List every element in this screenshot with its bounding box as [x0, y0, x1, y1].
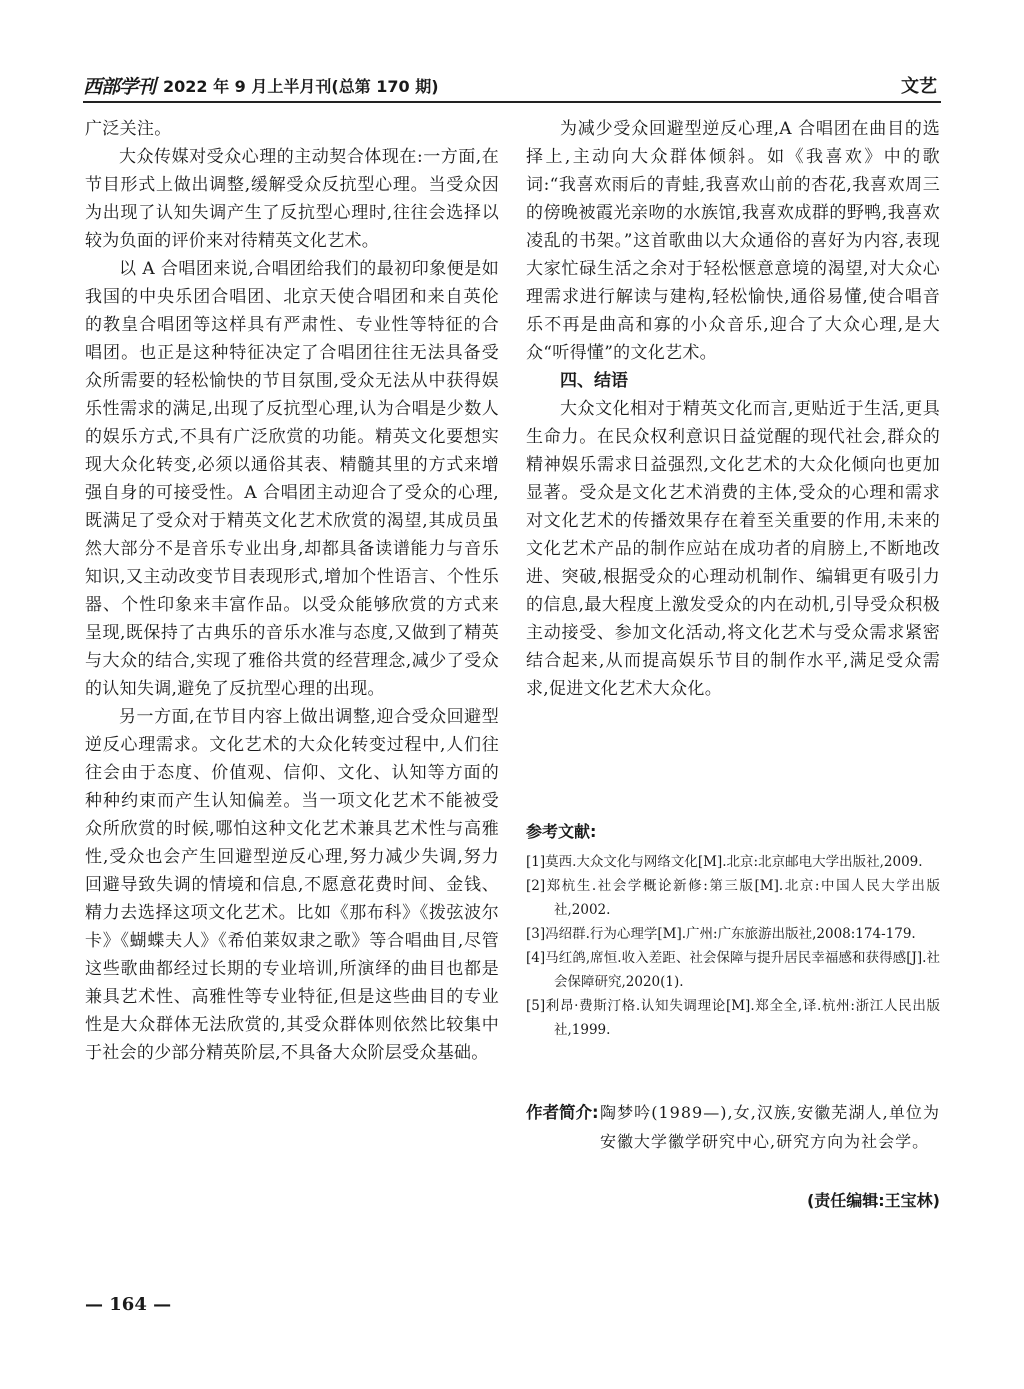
paragraph: 广泛关注。	[85, 119, 172, 139]
references-title: 参考文献:	[526, 822, 597, 841]
reference-item: [1]莫西.大众文化与网络文化[M].北京:北京邮电大学出版社,2009.	[526, 854, 923, 870]
reference-item: [5]利昂·费斯汀格.认知失调理论[M].郑全全,译.杭州:浙江人民出版社,1999.	[526, 998, 940, 1038]
header-rule	[83, 101, 941, 103]
paragraph: 大众传媒对受众心理的主动契合体现在:一方面,在节目形式上做出调整,缓解受众反抗型心理。当受众因为出现了认知失调产生了反抗型心理时,往往会选择以较为负面的评价来对待精英文化艺术。	[85, 147, 499, 251]
issue-info: 2022 年 9 月上半月刊(总第 170 期)	[163, 77, 439, 96]
section-heading-conclusion: 四、结语	[560, 371, 628, 391]
right-column	[526, 115, 940, 703]
author-text: 陶梦吟(1989—),女,汉族,安徽芜湖人,单位为安徽大学徽学研究中心,研究方向为社会学。	[600, 1103, 940, 1151]
reference-item: [4]马红鸽,席恒.收入差距、社会保障与提升居民幸福感和获得感[J].社会保障研究,2020(1).	[526, 950, 940, 990]
reference-item: [3]冯绍群.行为心理学[M].广州:广东旅游出版社,2008:174-179.	[526, 926, 916, 942]
left-column	[85, 115, 499, 1067]
paragraph: 以 A 合唱团来说,合唱团给我们的最初印象便是如我国的中央乐团合唱团、北京天使合唱团和来自英伦的教皇合唱团等这样具有严肃性、专业性等特征的合唱团。也正是这种特征决定了合唱团往往无法具备受众所需要的轻松愉快的节目氛围,受众无法从中获得娱乐性需求的满足,出现了反抗型心理,认为合唱是少数人的娱乐方式,不具有广泛欣赏的功能。精英文化要想实现大众化转变,必须以通俗其表、精髓其里的方式来增强自身的可接受性。A 合唱团主动迎合了受众的心理,既满足了受众对于精英文化艺术欣赏的渴望,其成员虽然大部分不是音乐专业出身,却都具备读谱能力与音乐知识,又主动改变节目表现形式,增加个性语言、个性乐器、个性印象来丰富作品。以受众能够欣赏的方式来呈现,既保持了古典乐的音乐水准与态度,又做到了精英与大众的结合,实现了雅俗共赏的经营理念,减少了受众的认知失调,避免了反抗型心理的出现。	[85, 259, 499, 699]
running-header	[83, 70, 941, 100]
page-number: — 164 —	[85, 1294, 172, 1315]
section-name: 文艺	[901, 76, 937, 97]
paragraph: 为减少受众回避型逆反心理,A 合唱团在曲目的选择上,主动向大众群体倾斜。如《我喜欢》中的歌词:“我喜欢雨后的青蛙,我喜欢山前的杏花,我喜欢周三的傍晚被霞光亲吻的水族馆,我喜欢成群的野鸭,我喜欢凌乱的书架。”这首歌曲以大众通俗的喜好为内容,表现大家忙碌生活之余对于轻松惬意意境的渴望,对大众心理需求进行解读与建构,轻松愉快,通俗易懂,使合唱音乐不再是曲高和寡的小众音乐,迎合了大众心理,是大众“听得懂”的文化艺术。	[526, 119, 940, 363]
references	[526, 820, 940, 1042]
author-bio	[526, 1098, 940, 1156]
reference-item: [2]郑杭生.社会学概论新修:第三版[M].北京:中国人民大学出版社,2002.	[526, 878, 940, 918]
responsible-editor: (责任编辑:王宝林)	[806, 1191, 940, 1210]
journal-logo: 西部学刊	[83, 76, 156, 98]
author-label: 作者简介:	[526, 1103, 599, 1122]
paragraph: 另一方面,在节目内容上做出调整,迎合受众回避型逆反心理需求。文化艺术的大众化转变过程中,人们往往会由于态度、价值观、信仰、文化、认知等方面的种种约束而产生认知偏差。当一项文化艺术不能被受众所欣赏的时候,哪怕这种文化艺术兼具艺术性与高雅性,受众也会产生回避型逆反心理,努力减少失调,努力回避导致失调的情境和信息,不愿意花费时间、金钱、精力去选择这项文化艺术。比如《那布科》《拨弦波尔卡》《蝴蝶夫人》《希伯莱奴隶之歌》等合唱曲目,尽管这些歌曲都经过长期的专业培训,所演绎的曲目也都是兼具艺术性、高雅性等专业特征,但是这些曲目的专业性是大众群体无法欣赏的,其受众群体则依然比较集中于社会的少部分精英阶层,不具备大众阶层受众基础。	[85, 707, 499, 1063]
conclusion-paragraph: 大众文化相对于精英文化而言,更贴近于生活,更具生命力。在民众权利意识日益觉醒的现代社会,群众的精神娱乐需求日益强烈,文化艺术的大众化倾向也更加显著。受众是文化艺术消费的主体,受众的心理和需求对文化艺术的传播效果存在着至关重要的作用,未来的文化艺术产品的制作应站在成功者的肩膀上,不断地改进、突破,根据受众的心理动机制作、编辑更有吸引力的信息,最大程度上激发受众的内在动机,引导受众积极主动接受、参加文化活动,将文化艺术与受众需求紧密结合起来,从而提高娱乐节目的制作水平,满足受众需求,促进文化艺术大众化。	[526, 399, 940, 699]
